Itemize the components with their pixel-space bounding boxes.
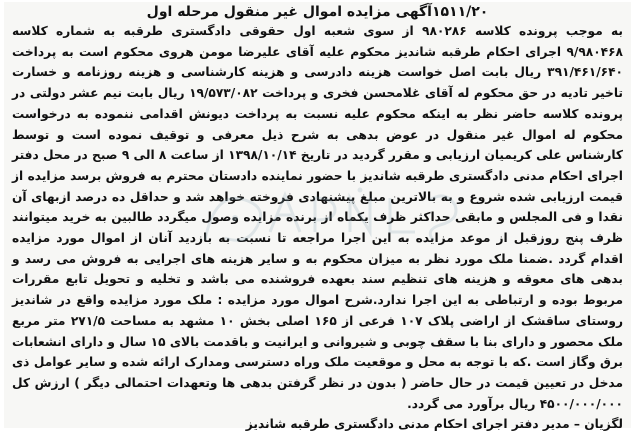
- notice-title: ۱۵۱۱/۲۰آگهی مزایده اموال غیر منقول مرحله اول: [146, 4, 489, 20]
- notice-signature: لگزیان – مدیر دفتر اجرای احکام مدنی دادگستری طرقبه شاندیز: [245, 417, 623, 432]
- auction-notice: [4, 2, 631, 432]
- notice-body: به موجب پرونده کلاسه ۹۸۰۲۸۶ از سوی شعبه اول حقوقی دادگستری طرقبه به شماره کلاسه ۹/۹۸۰۴۶۸ اجرای احکام طرقبه شاندیز محکوم علیه آقای علیرضا مومن هروی محکوم است به پرداخت ۳۹۱/۴۶۱/۶۴۰ ریال بابت اصل خواست هزینه دادرسی و هزینه کارشناسی و هزینه روزنامه و خسارت تاخیر تادیه در حق محکوم له آقای غلامحسن فخری و پرداخت ۱۹/۵۷۳/۰۸۲ ریال بابت نیم عشر دولتی در پرونده کلاسه حاضر نظر به اینکه محکوم علیه نسبت به پرداخت دیونش اقدامی ننموده به درخواست محکوم له اموال غیر منقول در عوض بدهی به شرح ذیل معرفی و توقیف نموده است و توسط کارشناس علی کریمیان ارزیابی و مقرر گردید در تاریخ ۱۳۹۸/۱۰/۱۴ از ساعت ۸ الی ۹ صبح در محل دفتر اجرای احکام مدنی دادگستری طرقبه شاندیز با حضور نماینده دادستان محترم به فروش برسد مزایده از قیمت ارزیابی شده شروع و به بالاترین مبلغ پیشنهادی فروخته خواهد شد و حداقل ده درصد ازبهای آن نقدا و فی المجلس و مابقی حداکثر ظرف یکماه از برنده مزایده وصول میگردد طالبین به خرید میتوانند ظرف پنج روزقبل از موعد مزایده به این اجرا مراجعه تا نسبت به بازدید آنان از اموال مورد مزایده اقدام گردد .ضمنا ملک مورد نظر به میزان محکوم به و سایر هزینه های اجرایی به فروش می رسد و بدهی های معوقه و هزینه های تنظیم سند بعهده فروشنده می باشد و تخلیه و تحویل تابع مقررات مربوط بوده و ارتباطی به این اجرا ندارد.شرح اموال مورد مزایده : ملک مورد مزایده واقع در شاندیز روستای ساقشک از اراضی پلاک ۱۰۷ فرعی از ۱۶۵ اصلی بخش ۱۰ مشهد به مساحت ۲۷۱/۵ متر مربع ملک محصور و دارای بنا با سقف چوبی و شیروانی و ایرانیت و باقدمت بالای ۱۵ سال و دارای انشعابات برق وگاز است .که با توجه به محل و موقعیت ملک وراه دسترسی ومدارک ارائه شده و سایر عوامل ذی مدخل در تعیین قیمت در حال حاضر ( بدون در نظر گرفتن بدهی ها وتعهدات احتمالی دیگر ) ارزش کل ۴۵۰۰/۰۰۰/۰۰۰ ریال برآورد می گردد.: [12, 24, 624, 411]
